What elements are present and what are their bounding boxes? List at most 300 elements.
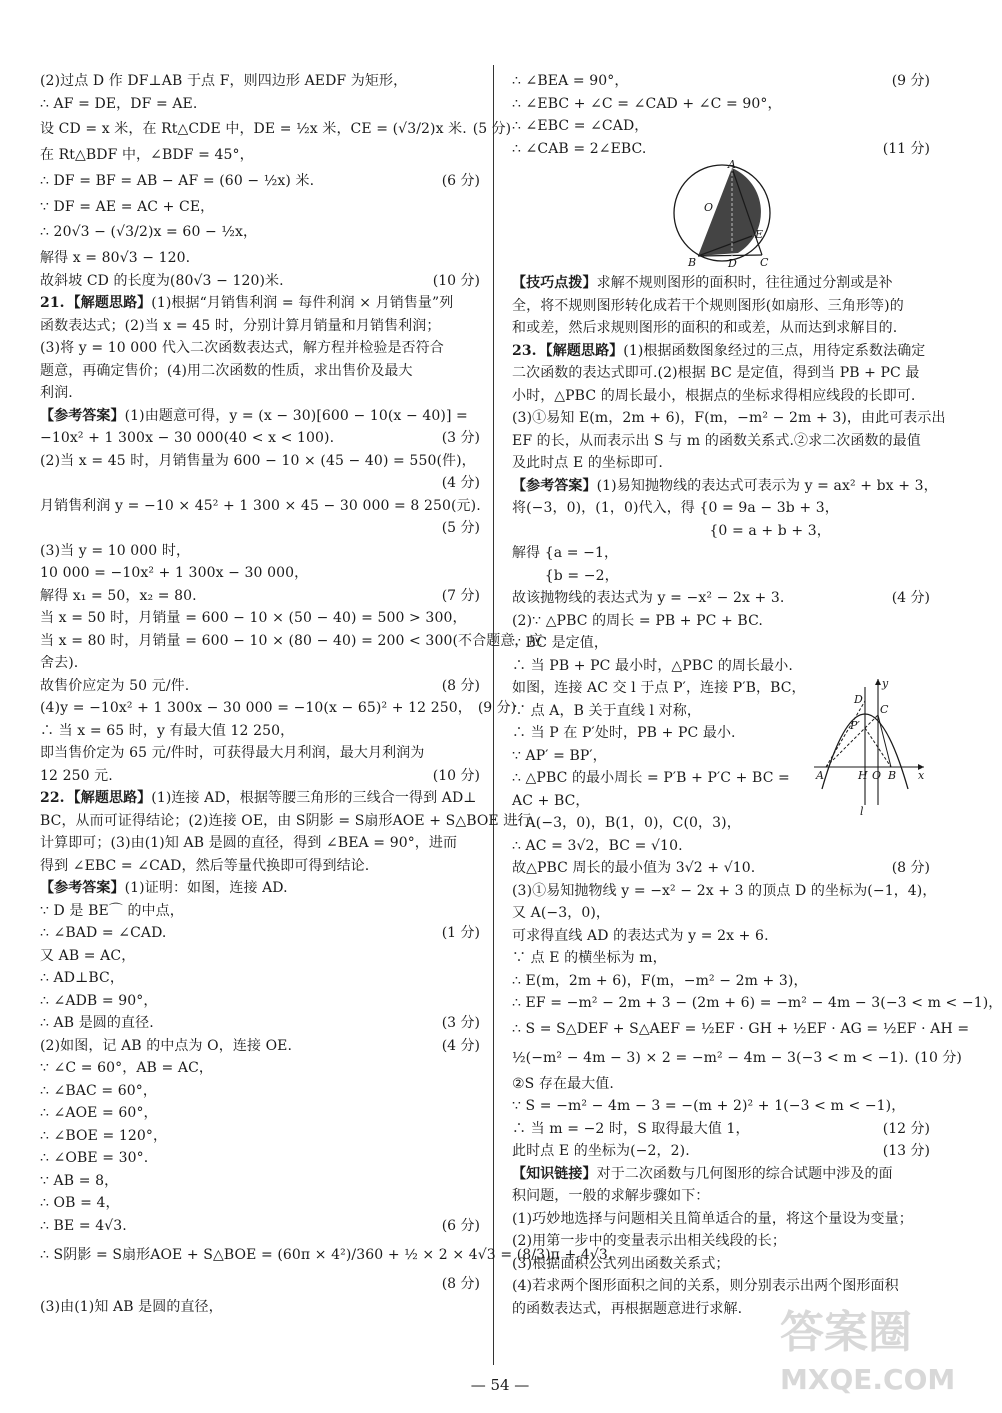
text-line xyxy=(40,562,480,585)
text-line xyxy=(40,1125,480,1148)
line-content xyxy=(40,877,474,900)
line-text: 解得 x₁ = 50，x₂ = 80. xyxy=(40,587,197,604)
line-content xyxy=(40,675,436,698)
line-text: AC + BC， xyxy=(512,792,590,809)
text-line xyxy=(40,472,480,495)
label-o: O xyxy=(704,201,714,214)
line-content xyxy=(512,880,936,903)
line-text: 舍去). xyxy=(40,655,79,671)
right-middle-block xyxy=(512,272,946,677)
text-line xyxy=(40,1147,480,1170)
score-marker: (6 分) xyxy=(441,1217,480,1234)
score-marker: (12 分) xyxy=(882,1120,930,1137)
line-content xyxy=(512,497,924,520)
score-marker: (10 分) xyxy=(432,272,480,289)
line-text: (1)连接 AD，根据等腰三角形的三线合一得到 AD⊥ xyxy=(151,790,477,806)
text-line xyxy=(40,382,480,405)
label-o: O xyxy=(872,769,882,782)
circle-figure xyxy=(512,158,930,270)
text-line xyxy=(512,1230,930,1253)
section-tag: 【知识链接】 xyxy=(512,1165,597,1182)
line-text: ∴ ∠EBC = ∠CAD， xyxy=(512,118,649,134)
text-line xyxy=(40,144,480,167)
line-content xyxy=(512,295,924,318)
line-text: EF 的长，从而表示出 S 与 m 的函数关系式.②求二次函数的最值 xyxy=(512,432,921,449)
score-marker: (8 分) xyxy=(891,860,930,876)
line-content xyxy=(40,1035,436,1058)
line-content xyxy=(40,450,476,473)
line-content xyxy=(512,1073,924,1096)
text-line xyxy=(40,675,480,698)
line-content xyxy=(512,542,924,565)
line-content xyxy=(40,1170,474,1193)
text-line xyxy=(40,765,480,788)
text-line xyxy=(40,1296,480,1319)
watermark-top-text: 答案圈 xyxy=(780,1307,912,1358)
line-text: ∴ BE = 4√3. xyxy=(40,1217,127,1234)
line-content xyxy=(40,810,532,833)
page-number: — 54 — xyxy=(470,1376,530,1394)
line-content xyxy=(40,967,474,990)
text-line xyxy=(40,70,480,93)
line-text: (3)当 y = 10 000 时， xyxy=(40,542,191,559)
score-marker: (5 分) xyxy=(441,520,480,536)
line-text: 12 250 元. xyxy=(40,767,113,784)
line-content xyxy=(40,315,474,338)
line-text: 的函数表达式，再根据题意进行求解. xyxy=(512,1300,743,1317)
text-line xyxy=(40,1057,480,1080)
text-line xyxy=(40,1012,480,1035)
label-a: A xyxy=(816,769,824,782)
line-text: ∵ DF = AE = AC + CE， xyxy=(40,198,215,215)
text-line xyxy=(40,360,480,383)
line-text: ∴ ∠BOE = 120°， xyxy=(40,1127,168,1144)
label-d: D xyxy=(854,693,863,706)
line-content xyxy=(40,787,477,810)
text-line xyxy=(512,992,1002,1015)
label-b: B xyxy=(688,256,697,269)
text-line xyxy=(40,1273,480,1296)
text-line xyxy=(512,1275,930,1298)
line-content xyxy=(512,1095,924,1118)
text-line xyxy=(512,70,930,93)
text-line xyxy=(512,1185,930,1208)
line-text: 得到 ∠EBC = ∠CAD，然后等量代换即可得到结论. xyxy=(40,857,370,874)
line-text: (3)由(1)知 AB 是圆的直径， xyxy=(40,1298,223,1315)
line-text: (1)易知抛物线的表达式可表示为 y = ax² + bx + 3， xyxy=(596,477,938,494)
label-h: H xyxy=(858,769,868,782)
line-content xyxy=(512,947,924,970)
text-line xyxy=(40,450,480,473)
label-b: B xyxy=(888,769,897,782)
line-text: ∴ 20√3 − (√3/2)x = 60 − ½x， xyxy=(40,224,258,240)
line-content xyxy=(40,1147,474,1170)
label-c: C xyxy=(760,256,769,269)
text-line xyxy=(512,632,930,655)
line-content xyxy=(40,218,474,247)
text-line xyxy=(512,565,930,588)
line-content xyxy=(40,945,474,968)
text-line xyxy=(512,1140,930,1163)
section-tag: 【参考答案】 xyxy=(512,477,597,494)
line-content xyxy=(40,1012,436,1035)
label-e: E xyxy=(755,228,764,241)
score-marker: (10 分) xyxy=(432,767,480,784)
line-content xyxy=(512,317,924,340)
line-content xyxy=(40,900,474,923)
line-text: 故△PBC 周长的最小值为 3√2 + √10. xyxy=(512,860,756,876)
line-content xyxy=(512,970,924,993)
line-content xyxy=(40,93,474,116)
line-text: 函数表达式；(2)当 x = 45 时，分别计算月销量和月销售利润； xyxy=(40,317,441,334)
text-line xyxy=(512,475,938,498)
line-text: 全，将不规则图形转化成若干个规则图形(如扇形、三角形等)的 xyxy=(512,297,904,314)
text-line xyxy=(40,337,480,360)
line-content xyxy=(512,1275,924,1298)
text-line xyxy=(40,405,480,428)
text-line xyxy=(40,517,480,540)
text-line xyxy=(40,1192,480,1215)
text-line xyxy=(40,967,480,990)
line-text: 如图，连接 AC 交 l 于点 P′，连接 P′B，BC， xyxy=(512,680,806,696)
line-content xyxy=(512,565,924,588)
text-line xyxy=(40,1215,480,1238)
line-content xyxy=(512,340,925,363)
text-line xyxy=(40,810,532,833)
line-text: ∴ S = S△DEF + S△AEF = ½EF · GH + ½EF · AG = ½EF · AH = xyxy=(512,1020,970,1037)
line-content xyxy=(512,70,886,93)
text-line xyxy=(512,902,930,925)
line-text: ∵ 点 E 的横坐标为 m， xyxy=(512,950,667,966)
line-content xyxy=(40,1080,474,1103)
label-p: P′ xyxy=(850,719,860,732)
line-content xyxy=(40,337,474,360)
line-text: ∴ ∠OBE = 30°. xyxy=(40,1150,149,1166)
line-text: ∴ EF = −m² − 2m + 3 − (2m + 6) = −m² − 4m − 3(−3 < m < −1)， xyxy=(512,995,1002,1011)
line-text: 10 000 = −10x² + 1 300x − 30 000， xyxy=(40,565,309,581)
line-text: 及此时点 E 的坐标即可. xyxy=(512,455,663,471)
score-marker: (1 分) xyxy=(441,925,480,941)
line-content xyxy=(512,902,924,925)
watermark-logo xyxy=(770,1299,980,1399)
text-line xyxy=(512,1095,930,1118)
line-content xyxy=(40,630,543,653)
text-line xyxy=(40,1102,480,1125)
text-line xyxy=(40,585,480,608)
text-line xyxy=(512,93,930,116)
line-content xyxy=(512,925,924,948)
label-a: A xyxy=(728,158,736,171)
text-line xyxy=(40,495,480,518)
text-line xyxy=(512,385,930,408)
line-content xyxy=(512,1044,909,1073)
text-line xyxy=(40,630,543,653)
text-line xyxy=(512,947,930,970)
text-line xyxy=(512,452,930,475)
line-content xyxy=(40,1296,474,1319)
right-column xyxy=(512,70,1002,1320)
score-marker: (13 分) xyxy=(882,1143,930,1159)
line-text: ∴ 当 m = −2 时，S 取得最大值 1， xyxy=(512,1120,750,1137)
section-tag: 【解题思路】 xyxy=(66,790,152,806)
line-text: (3)根据面积公式列出函数关系式； xyxy=(512,1255,730,1272)
line-text: 设 CD = x 米，在 Rt△CDE 中，DE = ½x 米，CE = (√3/2)x 米. xyxy=(40,121,467,137)
line-text: ∵ AB = 8， xyxy=(40,1172,119,1189)
line-text: (3)①易知抛物线 y = −x² − 2x + 3 的顶点 D 的坐标为(−1，4)， xyxy=(512,882,937,899)
line-text: (4)y = −10x² + 1 300x − 30 000 = −10(x − 65)² + 12 250， xyxy=(40,700,472,716)
line-text: (4)若求两个图形面积之间的关系，则分别表示出两个图形面积 xyxy=(512,1278,899,1294)
line-text: 又 AB = AC， xyxy=(40,947,136,964)
line-text: 在 Rt△BDF 中，∠BDF = 45°， xyxy=(40,147,254,163)
section-tag: 【参考答案】 xyxy=(40,407,125,424)
line-text: −10x² + 1 300x − 30 000(40 < x < 100). xyxy=(40,430,335,446)
text-line xyxy=(512,1253,930,1276)
line-text: ∵ D 是 BE⌒ 的中点， xyxy=(40,902,184,919)
line-text: ∴ 当 PB + PC 最小时，△PBC 的周长最小. xyxy=(512,657,793,674)
line-content xyxy=(40,1102,474,1125)
line-text: {b = −2， xyxy=(512,567,619,584)
line-content xyxy=(512,1185,924,1208)
line-text: (2)∵ △PBC 的周长 = PB + PC + BC. xyxy=(512,612,763,629)
line-text: ∴ OB = 4， xyxy=(40,1195,120,1211)
text-line xyxy=(40,1080,480,1103)
parabola-section xyxy=(512,677,930,857)
line-text: (3)①易知 E(m，2m + 6)，F(m，−m² − 2m + 3)，由此可表示出 xyxy=(512,410,946,426)
text-line xyxy=(40,900,480,923)
line-text: ∴ DF = BF = AB − AF = (60 − ½x) 米. xyxy=(40,172,315,189)
line-text: (1)由题意可得，y = (x − 30)[600 − 10(x − 40)] = xyxy=(124,407,468,424)
line-content xyxy=(40,562,474,585)
text-line xyxy=(40,990,480,1013)
line-text: 月销售利润 y = −10 × 45² + 1 300 × 45 − 30 000 = 8 250(元). xyxy=(40,497,481,514)
text-line xyxy=(40,607,480,630)
line-content xyxy=(40,196,474,219)
line-content xyxy=(40,607,474,630)
line-content xyxy=(512,362,924,385)
right-top-block xyxy=(512,70,930,160)
line-text: 故斜坡 CD 的长度为(80√3 − 120)米. xyxy=(40,272,284,289)
question-number: 22. xyxy=(40,790,65,806)
line-content xyxy=(512,272,924,295)
line-text: 对于二次函数与几何图形的综合试题中涉及的面 xyxy=(596,1165,893,1182)
text-line xyxy=(512,1118,930,1141)
line-content xyxy=(40,270,427,293)
text-line xyxy=(40,922,480,945)
y-axis-arrow xyxy=(875,679,881,685)
parabola-diagram xyxy=(812,677,932,817)
line-content xyxy=(512,1230,924,1253)
line-content xyxy=(512,520,924,543)
text-line xyxy=(40,115,512,144)
label-c: C xyxy=(880,703,889,716)
question-number: 21. xyxy=(40,295,65,311)
text-line xyxy=(512,857,930,880)
section-tag: 【解题思路】 xyxy=(66,295,152,311)
label-l: l xyxy=(860,805,864,818)
text-line xyxy=(40,1035,480,1058)
text-line xyxy=(512,430,930,453)
line-content xyxy=(40,144,474,167)
score-marker: (3 分) xyxy=(441,430,480,446)
score-marker: (8 分) xyxy=(441,1276,480,1292)
text-line xyxy=(40,196,480,219)
line-content xyxy=(40,1125,474,1148)
line-text: ∴ E(m，2m + 6)，F(m，−m² − 2m + 3)， xyxy=(512,972,808,989)
text-line xyxy=(512,1163,930,1186)
line-text: ∴ AD⊥BC， xyxy=(40,970,124,986)
text-line xyxy=(512,542,930,565)
line-text: 将(−3，0)，(1，0)代入，得 {0 = 9a − 3b + 3， xyxy=(512,500,839,516)
text-line xyxy=(40,540,480,563)
text-line xyxy=(512,655,930,678)
line-content xyxy=(40,1057,474,1080)
line-text: 解得 x = 80√3 − 120. xyxy=(40,250,191,266)
line-text: 和或差，然后求规则图形的面积的和或差，从而达到求解目的. xyxy=(512,320,898,336)
line-content xyxy=(512,452,924,475)
line-content xyxy=(40,540,474,563)
text-line xyxy=(40,652,480,675)
line-text: (2)当 x = 45 时，月销售量为 600 − 10 × (45 − 40) = 550(件)， xyxy=(40,452,476,469)
text-line xyxy=(512,407,946,430)
line-text: 二次函数的表达式即可.(2)根据 BC 是定值，得到当 PB + PC 最 xyxy=(512,365,920,381)
line-text: 可求得直线 AD 的表达式为 y = 2x + 6. xyxy=(512,927,769,944)
line-content xyxy=(40,427,436,450)
text-line xyxy=(40,93,480,116)
line-content xyxy=(40,115,467,144)
label-x: x xyxy=(918,769,925,782)
line-text: ∴ ∠CAB = 2∠EBC. xyxy=(512,140,647,157)
line-content xyxy=(512,115,924,138)
line-text: 当 x = 80 时，月销量 = 600 − 10 × (80 − 40) = 200 < 300(不合题意，应 xyxy=(40,632,543,649)
line-content xyxy=(40,292,474,315)
line-content xyxy=(512,835,930,858)
text-line xyxy=(512,1208,930,1231)
line-text: (1)巧妙地选择与问题相关且简单适合的量，将这个量设为变量； xyxy=(512,1210,913,1227)
line-content xyxy=(40,1192,474,1215)
line-text: ∴ ∠ADB = 90°， xyxy=(40,992,158,1009)
line-content xyxy=(512,1118,877,1141)
text-line xyxy=(512,1073,930,1096)
line-content xyxy=(40,247,474,270)
line-text: ∴ 当 x = 65 时，y 有最大值 12 250， xyxy=(40,722,295,739)
line-content xyxy=(512,632,924,655)
line-text: 求解不规则图形的面积时，往往通过分割或是补 xyxy=(596,275,893,291)
score-marker: (8 分) xyxy=(441,677,480,694)
line-text: 此时点 E 的坐标为(−2，2). xyxy=(512,1143,690,1159)
line-text: (1)根据函数图象经过的三点，用待定系数法确定 xyxy=(623,342,926,359)
section-tag: 【参考答案】 xyxy=(40,880,125,896)
line-content xyxy=(40,585,436,608)
line-text: ∴ AB 是圆的直径. xyxy=(40,1015,154,1031)
line-text: (2)过点 D 作 DF⊥AB 于点 F，则四边形 AEDF 为矩形， xyxy=(40,73,408,89)
text-line xyxy=(40,270,480,293)
score-marker: (4 分) xyxy=(441,1037,480,1054)
text-line xyxy=(512,115,930,138)
line-text: ∵ A(−3，0)，B(1，0)，C(0，3)， xyxy=(512,815,741,831)
text-line xyxy=(512,1015,970,1044)
line-text: ∵ ∠C = 60°，AB = AC， xyxy=(40,1060,213,1076)
line-text: ∴ ∠EBC + ∠C = ∠CAD + ∠C = 90°， xyxy=(512,95,782,112)
line-text: ∴ AF = DE，DF = AE. xyxy=(40,95,198,112)
text-line xyxy=(40,855,480,878)
line-content xyxy=(40,855,474,878)
text-line xyxy=(512,340,930,363)
score-marker: (11 分) xyxy=(882,140,930,157)
line-content xyxy=(512,407,946,430)
text-line xyxy=(512,1044,962,1073)
text-line xyxy=(512,587,930,610)
line-content xyxy=(40,405,474,428)
line-content xyxy=(512,857,886,880)
line-text: ∴ ∠BEA = 90°， xyxy=(512,73,629,89)
text-line xyxy=(512,497,930,520)
line-content xyxy=(512,138,877,161)
score-marker: (7 分) xyxy=(441,587,480,604)
line-content xyxy=(40,167,436,196)
line-text: 题意，再确定售价；(4)用二次函数的性质，求出售价及最大 xyxy=(40,362,413,379)
line-text: ∴ ∠AOE = 60°， xyxy=(40,1105,158,1121)
line-content xyxy=(40,697,472,720)
line-text: ∵ BC 是定值， xyxy=(512,635,608,651)
text-line xyxy=(40,832,480,855)
line-text: 当 x = 50 时，月销量 = 600 − 10 × (50 − 40) = 500 > 300， xyxy=(40,610,467,626)
score-marker: (6 分) xyxy=(441,172,480,189)
text-line xyxy=(40,877,480,900)
line-content xyxy=(40,1215,436,1238)
score-marker: (9 分) xyxy=(891,73,930,89)
text-line xyxy=(40,427,480,450)
line-text: ②S 存在最大值. xyxy=(512,1075,614,1092)
line-content xyxy=(512,430,924,453)
line-text: ∴ 当 P 在 P′处时，PB + PC 最小. xyxy=(512,725,736,741)
segment-cb xyxy=(878,715,891,767)
text-line xyxy=(512,317,930,340)
line-content xyxy=(512,587,886,610)
text-line xyxy=(40,787,480,810)
line-content xyxy=(40,382,474,405)
line-content xyxy=(512,93,924,116)
line-text: ∴ AC = 3√2，BC = √10. xyxy=(512,837,683,854)
line-text: ∵ 点 A，B 关于直线 l 对称， xyxy=(512,702,701,719)
line-text: ½(−m² − 4m − 3) × 2 = −m² − 4m − 3(−3 < m < −1). xyxy=(512,1049,909,1066)
section-tag: 【解题思路】 xyxy=(538,342,624,359)
score-marker: (4 分) xyxy=(891,590,930,606)
line-content xyxy=(512,655,924,678)
line-content xyxy=(40,360,474,383)
line-text: 积问题，一般的求解步骤如下： xyxy=(512,1188,710,1204)
line-content xyxy=(40,742,474,765)
text-line xyxy=(512,362,930,385)
label-y: y xyxy=(882,677,889,690)
text-line xyxy=(512,520,930,543)
line-content xyxy=(40,922,436,945)
text-line xyxy=(40,697,517,720)
text-line xyxy=(40,720,480,743)
score-marker: (4 分) xyxy=(441,475,480,491)
score-marker: (5 分) xyxy=(472,121,512,137)
line-content xyxy=(512,1015,969,1044)
text-line xyxy=(512,970,930,993)
line-text: ∴ ∠BAC = 60°， xyxy=(40,1082,157,1099)
line-text: 解得 {a = −1， xyxy=(512,545,619,561)
line-content xyxy=(512,1253,924,1276)
text-line xyxy=(40,315,480,338)
line-content xyxy=(40,832,474,855)
text-line xyxy=(512,880,937,903)
text-line xyxy=(40,247,480,270)
line-text: 故售价应定为 50 元/件. xyxy=(40,677,190,694)
text-line xyxy=(40,1170,480,1193)
